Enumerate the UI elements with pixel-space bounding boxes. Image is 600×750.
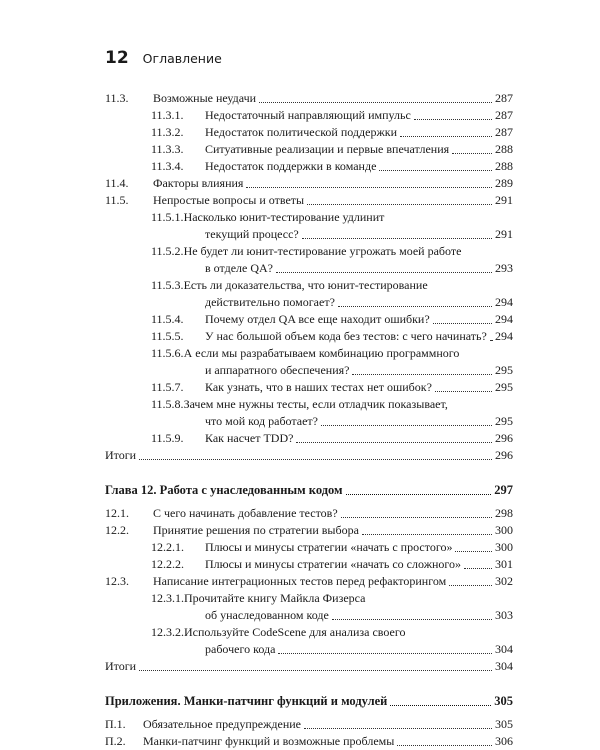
toc-entry-page: 305 <box>495 717 513 731</box>
toc-entry-number: 11.5.1. <box>151 210 184 224</box>
toc-entry-number: 11.3.1. <box>151 108 184 122</box>
toc-entry-title: Прочитайте книгу Майкла Физерса <box>184 591 366 605</box>
toc-entry-number: 11.3. <box>105 91 129 105</box>
toc-entry-number: 11.3.3. <box>151 142 184 156</box>
toc-entry[interactable] <box>105 90 513 106</box>
toc-entry[interactable] <box>151 311 513 327</box>
dot-leader <box>464 567 492 569</box>
toc-entry-title-line <box>151 590 365 606</box>
toc-entry-page: 296 <box>495 448 513 462</box>
toc-entry-title: Не будет ли юнит-тестирование угрожать моей работе <box>183 244 462 258</box>
toc-entry-title-line <box>151 243 461 259</box>
toc-entry[interactable] <box>151 556 513 572</box>
toc-entry-page: 298 <box>495 506 513 520</box>
toc-entry-title: А если мы разрабатываем комбинацию программного <box>183 346 460 360</box>
toc-entry-number: 11.5.6. <box>151 346 184 360</box>
toc-entry-title-continuation: рабочего кода <box>205 642 276 656</box>
dot-leader <box>435 390 492 392</box>
dot-leader <box>414 118 492 120</box>
toc-entry-number: 11.5.9. <box>151 431 184 445</box>
toc-entry-number: 11.5.8. <box>151 397 184 411</box>
toc-entry-page: 295 <box>495 363 513 377</box>
toc-entry-number: 12.2.1. <box>151 540 184 554</box>
toc-entry-number: 11.4. <box>105 176 129 190</box>
dot-leader <box>246 186 492 188</box>
toc-entry-title: Написание интеграционных тестов перед рефакторингом <box>153 574 447 588</box>
toc-entry-title: Непростые вопросы и ответы <box>153 193 305 207</box>
toc-entry-number: 11.5.2. <box>151 244 184 258</box>
dot-leader <box>338 305 492 307</box>
toc-entry-title: Обязательное предупреждение <box>143 717 302 731</box>
toc-entry-title-line <box>151 277 428 293</box>
toc-entry[interactable] <box>151 413 513 429</box>
toc-entry[interactable] <box>105 658 513 674</box>
toc-entry-title-continuation: текущий процесс? <box>205 227 299 241</box>
toc-entry-title-line <box>151 345 459 361</box>
toc-entry[interactable] <box>105 505 513 521</box>
toc-entry-title-line <box>151 209 384 225</box>
toc-entry-page: 296 <box>495 431 513 445</box>
toc-entry[interactable] <box>105 733 513 749</box>
toc-entry-page: 297 <box>494 483 513 497</box>
toc-entry-title-continuation: действительно помогает? <box>205 295 335 309</box>
toc-entry-page: 306 <box>495 734 513 748</box>
toc-entry-page: 293 <box>495 261 513 275</box>
toc-entry[interactable] <box>151 539 513 555</box>
dot-leader <box>362 533 492 535</box>
toc-entry-number: П.1. <box>105 717 126 731</box>
toc-entry-page: 294 <box>495 312 513 326</box>
dot-leader <box>302 237 492 239</box>
toc-entry-title: Почему отдел QA все еще находит ошибки? <box>205 312 430 326</box>
section-name: Оглавление <box>142 51 222 66</box>
toc-entry[interactable] <box>151 141 513 157</box>
dot-leader <box>455 550 492 552</box>
toc-entry-title-continuation: об унаследованном коде <box>205 608 329 622</box>
toc-entry-title: Как узнать, что в наших тестах нет ошибок? <box>205 380 432 394</box>
toc-entry[interactable] <box>151 107 513 123</box>
toc-entry-title: Как насчет TDD? <box>205 431 294 445</box>
dot-leader <box>276 271 492 273</box>
toc-entry[interactable] <box>151 328 513 344</box>
toc-entry[interactable] <box>105 522 513 538</box>
toc-entry-title-continuation: и аппаратного обеспечения? <box>205 363 350 377</box>
toc-entry-title: Недостаточный направляющий импульс <box>205 108 411 122</box>
toc-entry-title: Недостаток политической поддержки <box>205 125 398 139</box>
toc-entry-page: 294 <box>495 329 513 343</box>
dot-leader <box>346 493 492 495</box>
toc-entry-title: Принятие решения по стратегии выбора <box>153 523 359 537</box>
toc-entry-title: С чего начинать добавление тестов? <box>153 506 338 520</box>
dot-leader <box>139 669 492 671</box>
toc-entry-page: 304 <box>495 659 513 673</box>
toc-entry-page: 300 <box>495 540 513 554</box>
dot-leader <box>304 727 492 729</box>
toc-entry-page: 295 <box>495 414 513 428</box>
toc-entry[interactable] <box>151 362 513 378</box>
toc-entry-title: Манки-патчинг функций и возможные проблемы <box>143 734 395 748</box>
dot-leader <box>490 339 492 341</box>
toc-entry-page: 289 <box>495 176 513 190</box>
toc-entry-title: Итоги <box>105 659 137 673</box>
toc-chapter-entry[interactable] <box>105 482 513 498</box>
toc-entry-page: 304 <box>495 642 513 656</box>
dot-leader <box>352 373 492 375</box>
page-number: 12 <box>105 48 129 68</box>
dot-leader <box>390 704 491 706</box>
toc-entry[interactable] <box>151 260 513 276</box>
toc-entry-title: Зачем мне нужны тесты, если отладчик показывает, <box>183 397 448 411</box>
dot-leader <box>321 424 492 426</box>
toc-entry-number: 11.3.4. <box>151 159 184 173</box>
toc-entry-number: 11.5.7. <box>151 380 184 394</box>
toc-entry-page: 302 <box>495 574 513 588</box>
page-header <box>105 48 222 68</box>
toc-entry[interactable] <box>105 573 513 589</box>
toc-entry[interactable] <box>151 607 513 623</box>
dot-leader <box>139 458 492 460</box>
toc-entry-page: 288 <box>495 159 513 173</box>
toc-entry-page: 288 <box>495 142 513 156</box>
toc-entry-number: П.2. <box>105 734 126 748</box>
dot-leader <box>397 744 492 746</box>
toc-entry-page: 305 <box>494 694 513 708</box>
toc-entry[interactable] <box>151 124 513 140</box>
dot-leader <box>296 441 492 443</box>
toc-entry-title: Плюсы и минусы стратегии «начать со сложного» <box>205 557 462 571</box>
dot-leader <box>259 101 492 103</box>
toc-entry-page: 291 <box>495 227 513 241</box>
toc-entry[interactable] <box>151 226 513 242</box>
toc-entry-title: Возможные неудачи <box>153 91 257 105</box>
toc-entry-number: 12.2. <box>105 523 129 537</box>
toc-entry-title: Плюсы и минусы стратегии «начать с простого» <box>205 540 453 554</box>
toc-entry-page: 295 <box>495 380 513 394</box>
toc-entry-title-line <box>151 396 448 412</box>
dot-leader <box>278 652 492 654</box>
toc-entry-number: 11.3.2. <box>151 125 184 139</box>
toc-entry[interactable] <box>105 175 513 191</box>
toc-entry[interactable] <box>151 379 513 395</box>
toc-entry-title: Глава 12. Работа с унаследованным кодом <box>105 483 343 497</box>
toc-entry-title: Недостаток поддержки в команде <box>205 159 377 173</box>
toc-entry-title-continuation: в отделе QA? <box>205 261 273 275</box>
toc-entry-page: 287 <box>495 108 513 122</box>
toc-entry-title: Приложения. Манки-патчинг функций и модулей <box>105 694 388 708</box>
dot-leader <box>332 618 492 620</box>
toc-entry-page: 291 <box>495 193 513 207</box>
toc-entry-title: Используйте CodeScene для анализа своего <box>184 625 406 639</box>
toc-entry-number: 12.2.2. <box>151 557 184 571</box>
toc-entry-title: Итоги <box>105 448 137 462</box>
toc-entry-title: Факторы влияния <box>153 176 244 190</box>
toc-entry[interactable] <box>151 158 513 174</box>
toc-entry[interactable] <box>105 447 513 463</box>
toc-entry-number: 12.3.2. <box>151 625 184 639</box>
toc-entry-number: 11.5.3. <box>151 278 184 292</box>
toc-entry-title: Насколько юнит-тестирование удлинит <box>183 210 385 224</box>
toc-entry-title: У нас большой объем кода без тестов: с чего начинать? <box>205 329 487 343</box>
toc-entry-number: 11.5.4. <box>151 312 184 326</box>
toc-entry-page: 287 <box>495 91 513 105</box>
toc-entry-title: Ситуативные реализации и первые впечатления <box>205 142 450 156</box>
toc-entry-number: 12.3.1. <box>151 591 184 605</box>
toc-entry-page: 300 <box>495 523 513 537</box>
toc-chapter-entry[interactable] <box>105 693 513 709</box>
toc-entry-number: 11.5. <box>105 193 129 207</box>
toc-entry-title-line <box>151 624 405 640</box>
toc-entry-page: 303 <box>495 608 513 622</box>
toc-entry[interactable] <box>151 430 513 446</box>
toc-entry-page: 294 <box>495 295 513 309</box>
dot-leader <box>449 584 492 586</box>
toc-entry[interactable] <box>105 192 513 208</box>
toc-entry-page: 287 <box>495 125 513 139</box>
dot-leader <box>379 169 492 171</box>
toc-entry[interactable] <box>151 294 513 310</box>
toc-entry-number: 12.3. <box>105 574 129 588</box>
dot-leader <box>452 152 492 154</box>
toc-entry-title: Есть ли доказательства, что юнит-тестирование <box>183 278 428 292</box>
toc-entry[interactable] <box>151 641 513 657</box>
dot-leader <box>307 203 492 205</box>
toc-entry[interactable] <box>105 716 513 732</box>
toc-entry-number: 12.1. <box>105 506 129 520</box>
dot-leader <box>400 135 492 137</box>
toc-entry-page: 301 <box>495 557 513 571</box>
toc-entry-title-continuation: что мой код работает? <box>205 414 319 428</box>
dot-leader <box>433 322 492 324</box>
dot-leader <box>341 516 492 518</box>
toc-entry-number: 11.5.5. <box>151 329 184 343</box>
